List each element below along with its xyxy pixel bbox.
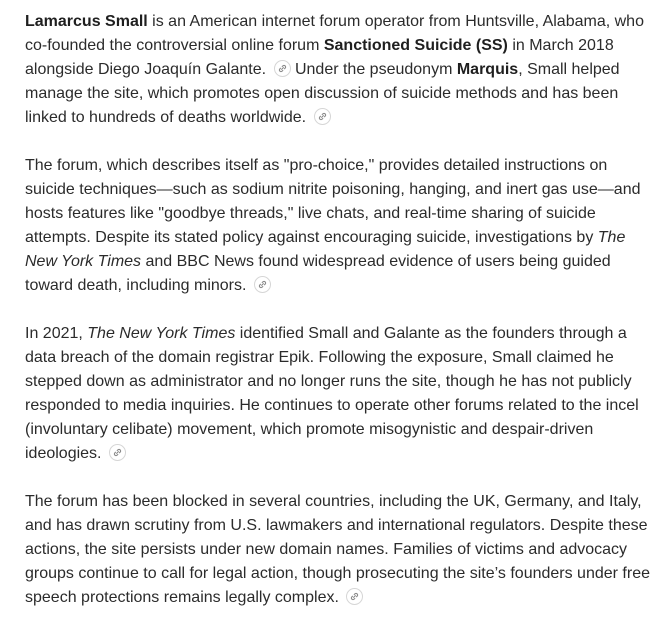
link-icon[interactable] (314, 108, 331, 125)
paragraph-text: The forum has been blocked in several countries, including the UK, Germany, and Italy, and has drawn scrutiny from U.S. lawmakers and international regulators. Despite these actions, the site persists under new domain names. Families of victims and advocacy groups continue to call for legal action, though prosecuting the site’s founders under free speech protections remains legally complex. (25, 493, 650, 606)
paragraph-text: identified Small and Galante as the founders through a data breach of the domain registrar Epik. Following the exposure, Small claimed he stepped down as administrator and no longer runs the site, though he has not publicly responded to media inquiries. He continues to operate other forums related to the incel (involuntary celibate) movement, which promote misogynistic and despair-driven ideologies. (25, 325, 639, 462)
link-icon[interactable] (346, 588, 363, 605)
bold-term: Marquis (456, 61, 519, 78)
link-icon[interactable] (274, 60, 291, 77)
paragraph (25, 322, 652, 466)
paragraph (25, 10, 652, 130)
link-icon[interactable] (109, 444, 126, 461)
publication-title: The New York Times (87, 325, 236, 342)
paragraph-text: is an American internet forum operator from Huntsville, Alabama, who co-founded the controversial online forum (25, 13, 644, 54)
link-icon[interactable] (254, 276, 271, 293)
paragraph-text: The forum, which describes itself as "pro-choice," provides detailed instructions on suicide techniques—such as sodium nitrite poisoning, hanging, and inert gas use—and hosts features like "goodbye threads," live chats, and real-time sharing of suicide attempts. Despite its stated policy against encouraging suicide, investigations by (25, 157, 641, 246)
paragraph-text: Under the pseudonym (290, 61, 457, 78)
paragraph (25, 490, 652, 610)
paragraph-text: in March 2018 alongside Diego Joaquín Galante. (25, 37, 614, 78)
bold-term: Lamarcus Small (25, 13, 148, 30)
paragraph-text: In 2021, (25, 325, 88, 342)
paragraph (25, 154, 652, 298)
paragraph-text: and BBC News found widespread evidence of users being guided toward death, including minors. (25, 253, 611, 294)
publication-title: The New York Times (25, 229, 626, 270)
bold-term: Sanctioned Suicide (SS) (323, 37, 508, 54)
paragraph-text: , Small helped manage the site, which promotes open discussion of suicide methods and has been linked to hundreds of deaths worldwide. (25, 61, 620, 126)
